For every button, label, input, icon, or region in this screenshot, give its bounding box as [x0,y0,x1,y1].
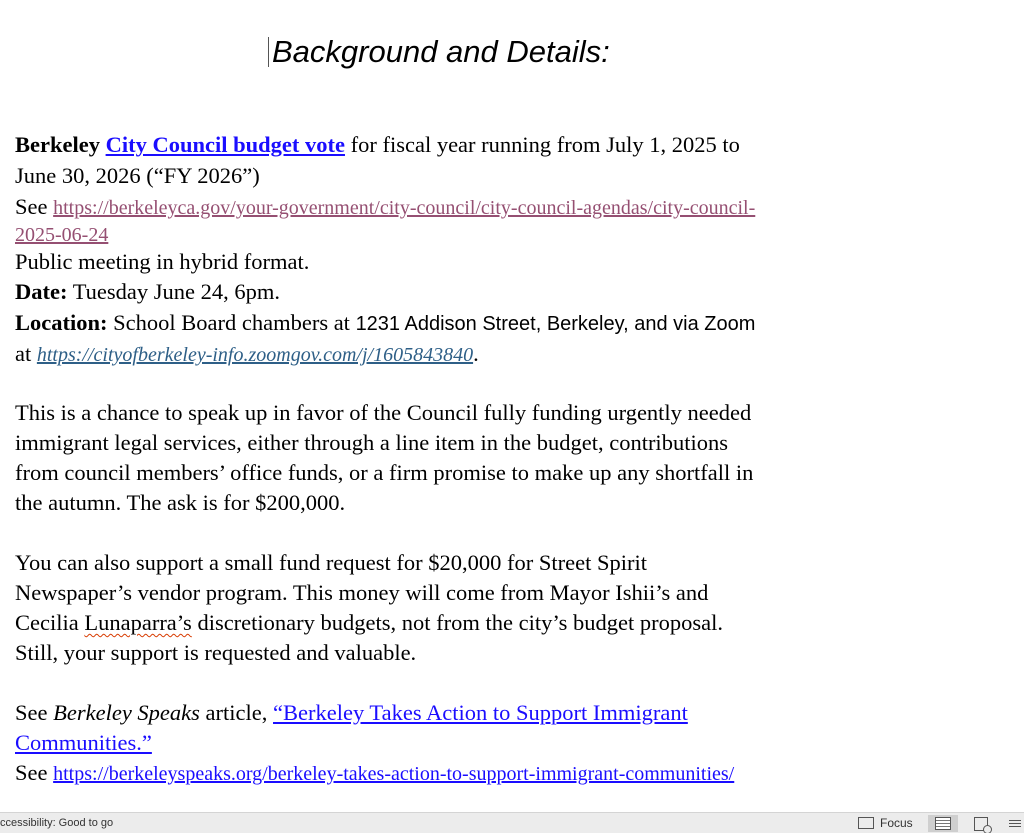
web-layout-icon [974,817,988,831]
status-bar [0,812,1024,833]
location-label: Location: [15,310,108,335]
paragraph-line [15,699,688,727]
paragraph-line: Still, your support is requested and valuable. [15,640,417,665]
accessibility-status[interactable]: ccessibility: Good to go [0,817,114,829]
text: See [15,700,54,725]
web-layout-view-button[interactable] [966,815,996,832]
location-address: 1231 Addison Street, Berkeley, and via Zoom [355,313,756,335]
paragraph-line: Newspaper’s vendor program. This money will come from Mayor Ishii’s and [15,580,709,605]
document-heading [268,34,610,70]
location-value: School Board chambers at [107,310,356,335]
paragraph-line: from council members’ office funds, or a firm promise to make up any shortfall in [15,460,754,485]
focus-button[interactable] [858,816,913,830]
print-layout-icon [935,817,951,830]
focus-icon [858,817,874,829]
heading-text: Background and Details: [272,34,610,69]
text: article, [199,700,274,725]
paragraph-line [15,309,755,338]
paragraph-line [15,729,152,757]
article-url-link[interactable]: https://berkeleyspeaks.org/berkeley-takes-action-to-support-immigrant-communities/ [53,763,735,785]
spelling-error-word[interactable]: Lunaparra’s [84,610,192,635]
date-label: Date: [15,279,68,304]
paragraph-line [15,759,734,788]
agenda-url-link-continued[interactable]: 2025-06-24 [15,224,109,246]
date-value: Tuesday June 24, 6pm. [67,279,281,304]
outline-icon [1009,818,1021,829]
paragraph-line: You can also support a small fund request for $20,000 for Street Spirit [15,550,647,575]
council-budget-vote-link[interactable]: City Council budget vote [105,132,345,157]
text: See [15,194,54,219]
text: . [473,341,479,366]
paragraph-line [15,220,108,249]
text: at [15,341,37,366]
article-title-link[interactable]: “Berkeley Takes Action to Support Immigrant [273,700,688,725]
text: discretionary budgets, not from the city’s budget proposal. [191,610,723,635]
outline-view-button[interactable] [1000,815,1024,832]
text-cursor [268,37,269,67]
publication-name: Berkeley Speaks [53,700,200,725]
text: See [15,760,54,785]
focus-label: Focus [880,816,913,830]
paragraph-line: This is a chance to speak up in favor of the Council fully funding urgently needed [15,400,752,425]
paragraph-line [15,609,723,637]
bold-text: Berkeley [15,132,100,157]
text: Cecilia [15,610,85,635]
print-layout-view-button[interactable] [928,815,958,832]
paragraph-line: immigrant legal services, either through a line item in the budget, contributions [15,430,728,455]
text: for fiscal year running from July 1, 2025 to [344,132,740,157]
agenda-url-link[interactable]: https://berkeleyca.gov/your-government/city-council/city-council-agendas/city-council- [53,197,756,219]
paragraph-line: Public meeting in hybrid format. [15,249,310,274]
paragraph-line [15,193,755,222]
paragraph-line [15,340,479,369]
paragraph-line: June 30, 2026 (“FY 2026”) [15,163,260,188]
paragraph-line [15,131,740,159]
zoom-url-link[interactable]: https://cityofberkeley-info.zoomgov.com/j/1605843840 [36,344,474,366]
paragraph-line [15,278,280,306]
paragraph-line: the autumn. The ask is for $200,000. [15,490,346,515]
article-title-link-continued[interactable]: Communities.” [15,730,152,755]
